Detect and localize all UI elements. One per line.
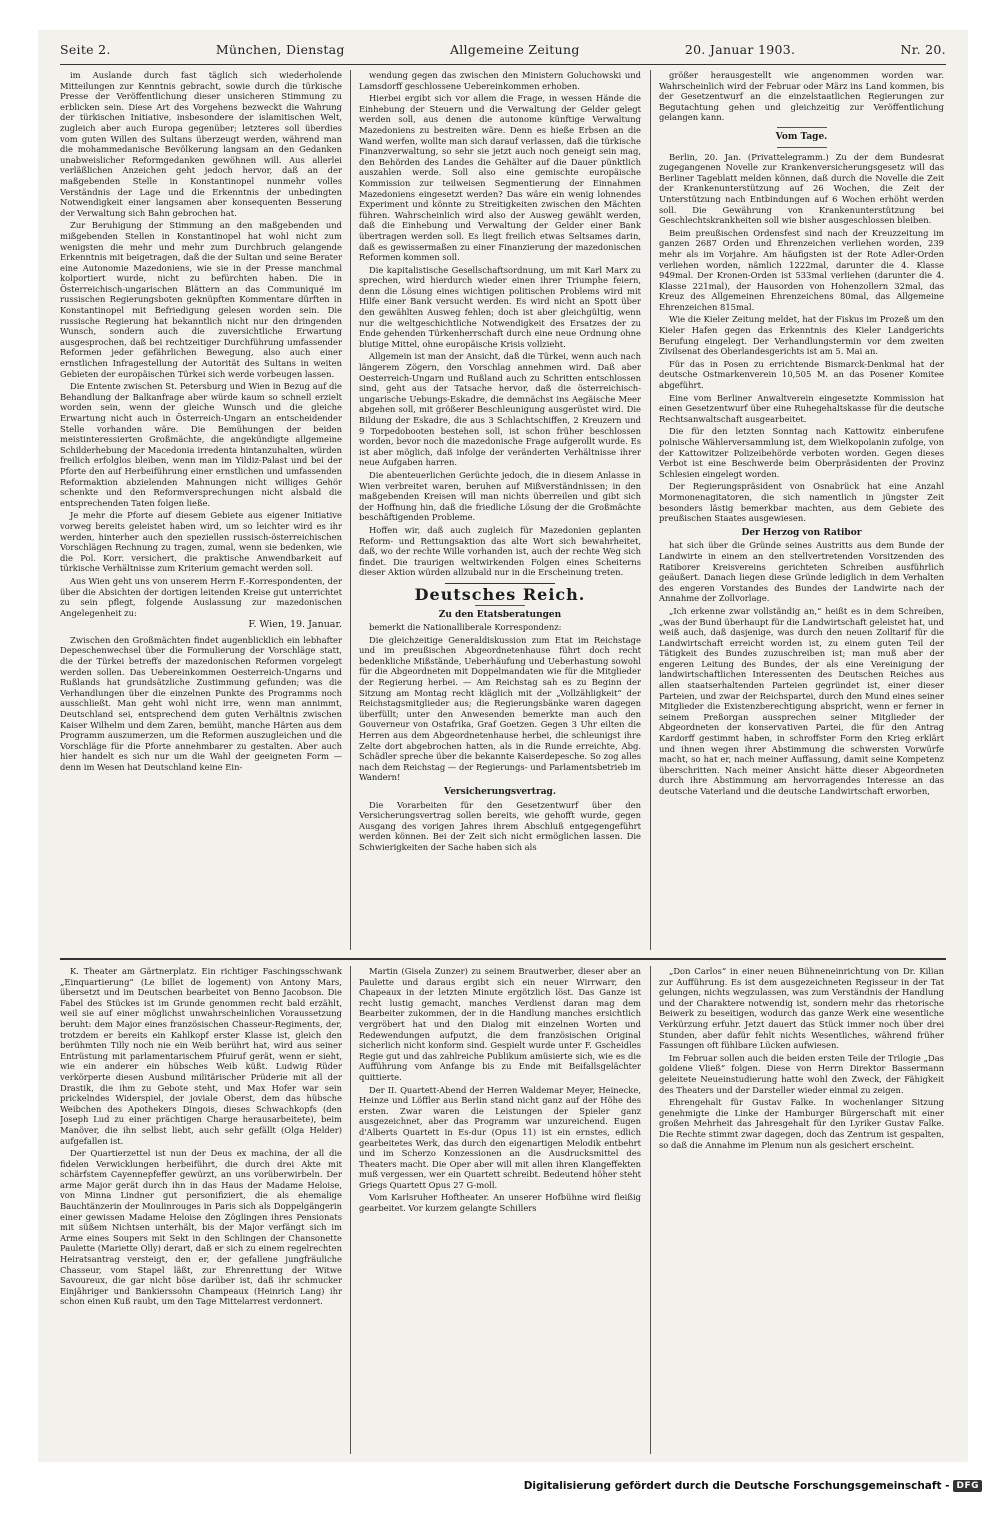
paragraph: Die für den letzten Sonntag nach Kattowitz einberufene polnische Wählerversammlung ist, dem Wielkopolanin zufolge, von der Kattowitzer Polizeibehörde verboten worden. Gegen dieses Verbot ist eine Beschwerde beim Oberpräsidenten der Provinz Schlesien eingelegt worden. xyxy=(659,426,944,479)
masthead-rule xyxy=(60,64,946,65)
paragraph: „Ich erkenne zwar vollständig an,“ heißt es in dem Schreiben, „was der Bund überhaupt für die Landwirtschaft geleistet hat, und weiß auch, daß dasjenige, was durch den neuen Zolltarif für die Landwirtschaft erreicht worden ist, zu einem guten Teil der Tätigkeit des Bundes zuzuschreiben ist; man muß aber der engeren Leitung des Bundes, der als eine Vereinigung der landwirtschaftlichen Interessenten des Deutschen Reiches aus allen staatserhaltenden Parteien gegründet ist, einer dieser Parteien, und zwar der Reichspartei, durch den Mund eines seiner Mitglieder die Existenzberechtigung abspricht, wenn er ferner in seinem Preßorgan aussprechen seiner Mitglieder der Abgeordneten der konservativen Partei, die für den Antrag Kardorff gestimmt haben, in schroffster Form den Krieg erklärt und ihnen wegen ihrer Abstimmung die schwersten Vorwürfe macht, so hat er, nach meiner Auffassung, damit seine Kompetenz überschritten. Nach meiner Ansicht hätte dieser Abgeordneten durch ihre Abstimmung am hervorragendes Interesse an das deutsche Vaterland und die deutsche Landwirtschaft erworben, xyxy=(659,605,944,796)
feuilleton-rule xyxy=(60,958,946,960)
credit-text: Digitalisierung gefördert durch die Deutsche Forschungsgemeinschaft - xyxy=(523,1480,950,1492)
paragraph: Vom Karlsruher Hoftheater. An unserer Hofbühne wird fleißig gearbeitet. Vor kurzem gelangte Schillers xyxy=(359,1192,641,1214)
digitization-credit xyxy=(524,1480,982,1492)
paragraph: Beim preußischen Ordensfest sind nach der Kreuzzeitung im ganzen 2687 Orden und Ehrenzeichen verliehen worden, 239 mehr als im Vorjahre. Am häufigsten ist der Rote Adler-Orden verliehen worden, nämlich 1222mal, darunter die 4. Klasse 949mal. Der Kronen-Orden ist 533mal verliehen (darunter die 4. Klasse 221mal), der Hausorden von Hohenzollern 32mal, das Kreuz des Allgemeinen Ehrenzeichens 80mal, das Allgemeine Ehrenzeichen 815mal. xyxy=(659,227,944,312)
paragraph: Die Vorarbeiten für den Gesetzentwurf über den Versicherungsvertrag sollen bereits, wie gehofft wurde, gegen Ausgang des vorigen Jahres ihrem Abschluß entgegengeführt werden können. Bei der Zeit sich nicht ermöglichen lassen. Die Schwierigkeiten der Sache haben sich als xyxy=(359,799,641,852)
page-number: Seite 2. xyxy=(60,42,111,57)
paragraph: Die abenteuerlichen Gerüchte jedoch, die in diesem Anlasse in Wien verbreitet waren, beruhen auf Mißverständnissen; in den maßgebenden Kreisen will man nichts überreilen und gibt sich der Hoffnung hin, daß die friedliche Lösung der die Großmächte beschäftigenden Probleme. xyxy=(359,469,641,523)
issue-number: Nr. 20. xyxy=(900,42,946,57)
paragraph: Eine vom Berliner Anwaltverein eingesetzte Kommission hat einen Gesetzentwurf über eine Ruhegehaltskasse für die deutsche Rechtsanwaltschaft ausgearbeitet. xyxy=(659,392,944,424)
heading-rule xyxy=(777,127,827,128)
issue-date: 20. Januar 1903. xyxy=(684,42,796,57)
paragraph: Berlin, 20. Jan. (Privattelegramm.) Zu der dem Bundesrat zugegangenen Novelle zur Krankenversicherungsgesetz will das Berliner Tageblatt melden können, daß durch die Novelle die Zeit der Krankenunterstützung auf 26 Wochen, die Zeit der Unterstützung nach Entbindungen auf 6 Wochen erhöht werden soll. Die Gewährung von Krankenunterstützung bei Geschlechtskrankheiten soll wie bisher ausgeschlossen bleiben. xyxy=(659,151,944,226)
column-rule xyxy=(350,966,351,1454)
paragraph: Hoffen wir, daß auch zugleich für Mazedonien geplanten Reform- und Rettungsaktion das alte Wort sich bewahrheitet, daß, wo der rechte Wille vorhanden ist, auch der rechte Weg sich findet. Die traurigen weltwirkenden Folgen eines Scheiterns dieser Aktion würden allzubald nur in die Erscheinung treten. xyxy=(359,524,641,578)
paragraph: Der Quartierzettel ist nun der Deus ex machina, der all die fidelen Verwicklungen herbeiführt, die durch drei Akte mit schärfstem Cayennepfeffer gewürzt, an uns vorüberwirbeln. Der arme Major gerät durch ihn in das Haus der Madame Heloise, von Minna Lindner gut personifiziert, die als ehemalige Bauchtänzerin der Moulinrouges in Paris sich als Doppelgängerin einer gewissen Madame Heloise den Zöglingen ihres Pensionats mit süßem Nichtsen unterhält, bis der Major verfängt sich im Arme eines Soupers mit Sekt in den Schlingen der Chansonette Paulette (Mariette Olly) derart, daß er sich zu einem regelrechten Heiratsantrag versteigt, den er, der gefallene jungfräuliche Chasseur, vom Stapel läßt, zur Ehrenrettung der Witwe Savoureux, die gar nicht böse darüber ist, daß ihr schmucker Einjähriger und Bankierssohn Champeaux (Heinrich Lang) ihr schon einen Kuß raubt, um den Tage Mittelarrest verdonnert. xyxy=(60,1148,342,1307)
place-date: München, Dienstag xyxy=(215,42,345,57)
paragraph: bemerkt die Nationalliberale Korrespondenz: xyxy=(369,622,562,633)
paragraph: im Auslande durch fast täglich sich wiederholende Mitteilungen zur Kenntnis gebracht, sowie durch die türkische Presse der Veröffentlichung dieser unsicheren Stimmung zu erblicken sein. Diese Art des Vorgehens bezweckt die Wahrung der türkischen Initiative, insbesondere der islamitischen Welt, zugleich aber auch Europa gegenüber; letzteres soll überdies vom guten Willen des Sultans überzeugt werden, während man die mohammedanische Bevölkerung langsam an den Gedanken unabweislicher Reformgedanken gewöhnen will. Aus allerlei verläßlichen Anzeichen geht jedoch hervor, daß an der maßgebenden Stelle in Konstantinopel nunmehr volles Verständnis der Lage und die Erkenntnis der unbedingten Notwendigkeit einer langsamen aber konsequenten Besserung der Verwaltung sich Bahn gebrochen hat. xyxy=(60,70,342,218)
column-2 xyxy=(359,70,641,950)
article-heading: Zu den Etatsberatungen xyxy=(438,609,562,620)
newspaper-page xyxy=(38,30,968,1462)
masthead xyxy=(60,42,946,62)
paragraph: K. Theater am Gärtnerplatz. Ein richtiger Faschingsschwank „Einquartierung“ (Le billet de logement) von Antony Mars, übersetzt und im Deutschen bearbeitet von Benno Jacobson. Die Fabel des Stückes ist im Grunde genommen recht bald erzählt, weil sie auf einer möglichst unwahrscheinlichen Voraussetzung beruht: dem Major eines französischen Chasseur-Regiments, der, trotzdem er bereits ein Kahlkopf erster Klasse ist, gleich den berühmten Tilly noch nie ein Weib berührt hat, wird aus seiner Entrüstung mit parlamentarischem Pfuiruf gerät, wenn er sieht, wie ein anderer ein hübsches Weib küßt. Ludwig Rüder verkörperte diesen Ausbund militärischer Prüderie mit all der Drastik, die ihm zu Gebote steht, und Max Hofer war sein prickelndes Widerspiel, der joviale Oberst, dem das hübsche Weibchen des Apothekers Dingois, dieses Schwachkopfs (den Joseph Lud zu einer prächtigen Charge herausarbeitete), beim Manöver, die ihn selbst liebt, auch sehr gefällt (Olga Helder) aufgefallen ist. xyxy=(60,966,342,1146)
dfg-logo-icon: DFG xyxy=(953,1480,982,1492)
paragraph: Allgemein ist man der Ansicht, daß die Türkei, wenn auch nach längerem Zögern, den Vorschlag annehmen wird. Daß aber Oesterreich-Ungarn und Rußland auch zu Schritten entschlossen sind, geht aus der Tatsache hervor, daß die österreichisch-ungarische Uebungs-Eskadre, die demnächst ins Aegäische Meer abgehen soll, mit größerer Beschleunigung ausgerüstet wird. Die Bildung der Eskadre, die aus 3 Schlachtschiffen, 2 Kreuzern und 9 Torpedobooten bestehen soll, ist schon früher beschlossen worden, bevor noch die mazedonische Frage aufgerollt wurde. Es ist aber möglich, daß infolge der veränderten Verhältnisse ihrer neue Aufgaben harren. xyxy=(359,351,641,468)
column-1 xyxy=(60,70,342,950)
paragraph: wendung gegen das zwischen den Ministern Goluchowski und Lamsdorff geschlossene Uebereinkommen erhoben. xyxy=(359,70,641,91)
paragraph: Zur Beruhigung der Stimmung an den maßgebenden und mißgebenden Stellen in Konstantinopel hat wohl nicht zum wenigsten die mehr und mehr zum Durchbruch gelangende Erkenntnis mit beigetragen, daß die der Sultan und seine Berater eine Autonomie Mazedoniens, wie sie in der Presse manchmal kolportiert wurde, nicht zu befürchten haben. Die in Österreichisch-ungarischen Blättern an das Communiqué im russischen Regierungsboten geknüpften Kommentare dürften in Konstantinopel mit Befriedigung gelesen worden sein. Die russische Regierung hat bekanntlich nicht nur den dringenden Wunsch, sondern auch die zuversichtliche Erwartung ausgesprochen, daß bei rechtzeitiger Durchführung umfassender Reformen jeder gefährlichen Bewegung, also auch einer ernstlichen Infragestellung der Autorität des Sultans in weiten Gebieten der europäischen Türkei sich werde vorbeugen lassen. xyxy=(60,220,342,379)
paragraph: Wie die Kieler Zeitung meldet, hat der Fiskus im Prozeß um den Kieler Hafen gegen das Erkenntnis des Kieler Landgerichts Berufung eingelegt. Der Verhandlungstermin vor dem zweiten Zivilsenat des Oberlandesgerichts ist am 5. Mai an. xyxy=(659,314,944,357)
column-rule xyxy=(350,70,351,950)
section-divider xyxy=(445,583,555,584)
paragraph: Ehrengehalt für Gustav Falke. In wochenlanger Sitzung genehmigte die Linke der Hamburger Bürgerschaft mit einer großen Mehrheit das Jahresgehalt für den Lyriker Gustav Falke. Die Rechte stimmt zwar dagegen, doch das Zentrum ist gespalten, so daß die Annahme im Plenum nun als gesichert erscheint. xyxy=(659,1097,944,1150)
paper-title: Allgemeine Zeitung xyxy=(449,42,580,57)
paragraph: Die gleichzeitige Generaldiskussion zum Etat im Reichstage und im preußischen Abgeordnetenhause führt doch recht bedenkliche Mißstände, Ueberhäufung und Ueberhastung sowohl für die Abgeordneten mit Doppelmandaten wie für die Mitglieder der Regierung herbei. — Am Reichstag sah es zu Beginn der Sitzung am Montag recht kläglich mit der „Vollzähligkeit“ der Reichstagsmitglieder aus; die Regierungsbänke waren dagegen überfüllt; unter den Anwesenden bemerkte man auch den Gouverneur von Ostafrika, Graf Goetzen. Gegen 3 Uhr eilten die Herren aus dem Abgeordnetenhause herbei, die schleunigst ihre Zelte dort abgebrochen hatten, als in die Runde erreichte, Abg. Schädler spreche über die bekannte Kaiserdepesche. So zog alles nach dem Reichstag — der Regierungs- und Parlamentsbetrieb im Wandern! xyxy=(359,634,641,783)
column-rule xyxy=(650,966,651,1454)
paragraph: Die Entente zwischen St. Petersburg und Wien in Bezug auf die Behandlung der Balkanfrage aber würde kaum so schnell erzielt worden sein, wenn der gleiche Wunsch und die gleiche Erwartung nicht auch in Österreich-Ungarn an entscheidender Stelle vorhanden wäre. Die Bemühungen der beiden meistinteressierten Großmächte, die angekündigte allgemeine Schilderhebung der Macedonia irredenta hintanzuhalten, würden freilich erfolglos bleiben, wenn man im Yildiz-Palast und bei der Pforte den auf Herbeiführung einer ernstlichen und umfassenden Reformaktion abzielenden Mahnungen nicht williges Gehör schenkte und den Reformversprechungen nicht alsbald die entsprechenden Taten folgen ließe. xyxy=(60,381,342,508)
paragraph: Der II. Quartett-Abend der Herren Waldemar Meyer, Heinecke, Heinze und Löffler aus Berlin stand nicht ganz auf der Höhe des ersten. Zwar waren die Leistungen der Spieler ganz ausgezeichnet, aber das Programm war unzureichend. Eugen d'Alberts Quartett in Es-dur (Opus 11) ist ein ernstes, edlich gearbeitetes Werk, das durch den eigenartigen Melodik entbehrt und im Scherzo Konzessionen an die Ausdrucksmittel des Theaters macht. Die Oper aber will mit allen ihren Klangeffekten muß vergessen, wer ein Quartett schreibt. Bedeutend höher steht Griegs Quartett Opus 27 G-moll. xyxy=(359,1084,641,1190)
paragraph: Zwischen den Großmächten findet augenblicklich ein lebhafter Depeschenwechsel über die Formulierung der Vorschläge statt, die der Türkei betreffs der mazedonischen Reformen vorgelegt werden sollen. Das Uebereinkommen Oesterreich-Ungarns und Rußlands hat grundsätzliche Zustimmung gefunden; was die Verhandlungen über die einzelnen Punkte des Programms noch ausschließt. Man geht wohl nicht irre, wenn man annimmt, Deutschland sei, entsprechend dem guten Verhältnis zwischen Kaiser Wilhelm und dem Zaren, bemüht, manche Härten aus dem Programm auszumerzen, um die Reformen auszugleichen und die Vorschläge für die Pforte annehmbarer zu gestalten. Aber auch hier handelt es sich nur um die Wahl der geeigneten Form — denn im Wesen hat Deutschland keine Ein- xyxy=(60,634,342,772)
article-heading: Der Herzog von Ratibor xyxy=(741,527,862,538)
dateline: F. Wien, 19. Januar. xyxy=(248,619,342,631)
feuilleton-column-3 xyxy=(659,966,944,1454)
heading-rule xyxy=(777,147,827,148)
paragraph: Aus Wien geht uns von unserem Herrn F.-Korrespondenten, der über die Absichten der dortigen leitenden Kreise gut unterrichtet zu sein pflegt, folgende Auslassung zur mazedonischen Angelegenheit zu: xyxy=(60,575,342,618)
paragraph: Für das in Posen zu errichtende Bismarck-Denkmal hat der deutsche Ostmarkenverein 10,505 M. an das Posener Komitee abgeführt. xyxy=(659,358,944,391)
section-heading: Deutsches Reich. xyxy=(414,584,586,604)
paragraph: Je mehr die Pforte auf diesem Gebiete aus eigener Initiative vorweg bereits geleistet haben wird, um so leichter wird es ihr werden, hinterher auch den speziellen russisch-österreichischen Vorschlägen Rechnung zu tragen, zumal, wenn sie bedenken, wie die Pol. Korr. versichert, die praktische Anwendbarkeit auf türkische Verhältnisse zum Kriterium gemacht werden soll. xyxy=(60,510,342,574)
paragraph: „Don Carlos“ in einer neuen Bühneneinrichtung von Dr. Kilian zur Aufführung. Es ist dem ausgezeichneten Regisseur in der Tat gelungen, nichts wegzulassen, was zum Verständnis der Handlung und der Charaktere notwendig ist, sondern mehr das rhetorische Beiwerk zu beseitigen, wodurch das ganze Werk eine wesentliche Verkürzung erfuhr. Jetzt dauert das Stück immer noch über drei Stunden, aber dafür fehlt nichts Wesentliches, während früher Fassungen oft fühlbare Lücken aufwiesen. xyxy=(659,966,944,1051)
column-rule xyxy=(650,70,651,950)
feuilleton-column-1 xyxy=(60,966,342,1454)
paragraph: Der Regierungspräsident von Osnabrück hat eine Anzahl Mormonenagitatoren, die sich namentlich in jüngster Zeit besonders lästig bemerkbar machten, aus dem Gebiete des preußischen Staates ausgewiesen. xyxy=(659,481,944,524)
heading-rule xyxy=(475,605,525,606)
article-heading: Versicherungsvertrag. xyxy=(444,787,556,797)
paragraph: Martin (Gisela Zunzer) zu seinem Brautwerber, dieser aber an Paulette und daraus ergibt sich ein neuer Wirrwarr, den Chapeaux in der letzten Minute ergötzlich löst. Das Ganze ist recht lustig gemacht, manches Verdienst daran mag dem Bearbeiter zukommen, der in die Handlung manches ersichtlich vergröbert hat und den Dialog mit einzelnen Worten und Redewendungen aufputzt, die dem französischen Original sicherlich nicht konform sind. Gespielt wurde unter F. Gscheidles Regie gut und das zahlreiche Publikum amüsierte sich, wie es die Aufführung vom Anfange bis zu Ende mit Beifallsgelächter quittierte. xyxy=(359,966,641,1082)
article-heading: Vom Tage. xyxy=(775,131,828,142)
paragraph: hat sich über die Gründe seines Austritts aus dem Bunde der Landwirte in einem an den stellvertretenden Vorsitzenden des Ratiborer Kreisvereins gerichteten Schreiben ausführlich geäußert. Danach liegen diese Gründe lediglich in dem Verhalten des engeren Vorstandes des Bundes der Landwirte nach der Annahme der Zollvorlage. xyxy=(659,540,944,604)
paragraph: Hierbei ergibt sich vor allem die Frage, in wessen Hände die Einhebung der Steuern und die Verwaltung der Gelder gelegt werden soll, aus denen die autonome künftige Verwaltung Mazedoniens zu bestreiten wäre. Denn es hieße Erbsen an die Wand werfen, wollte man sich darauf verlassen, daß die türkische Finanzverwaltung, so sehr sie jetzt auch noch geneigt sein mag, den Behörden des Landes die Gehälter auf die Dauer pünktlich auszahlen werde. Soll also eine gemischte europäische Kommission zur teilweisen Segmentierung der Einnahmen Mazedoniens eingesetzt werden? Das wäre ein wenig lohnendes Experiment und könnte zu Streitigkeiten zwischen den Mächten führen. Wahrscheinlich wird also der Ausweg gewählt werden, daß die Einhebung und Verwaltung der Gelder einer Bank übertragen werden soll. Es liegt freilich etwas Seltsames darin, daß es gewissermaßen zu einer Finanzierung der mazedonischen Reformen kommen soll. xyxy=(359,93,641,263)
paragraph: größer herausgestellt wie angenommen worden war. Wahrscheinlich wird der Februar oder März ins Land kommen, bis der Gesetzentwurf an die einzelstaatlichen Regierungen zur Begutachtung gehen und gleichzeitig zur Veröffentlichung gelangen kann. xyxy=(659,70,944,123)
feuilleton-column-2 xyxy=(359,966,641,1454)
column-3 xyxy=(659,70,944,950)
paragraph: Die kapitalistische Gesellschaftsordnung, um mit Karl Marx zu sprechen, wird hierdurch wieder einen ihrer Triumphe feiern, denn die Lösung eines wichtigen politischen Problems wird mit Hilfe einer Bank versucht werden. Es wird nicht an Spott über den gewählten Ausweg fehlen; doch ist aber gleichgültig, wenn nur die weltgeschichtliche Notwendigkeit des Ersatzes der zu Ende gehenden Türkenherrschaft durch eine neue Ordnung ohne blutige Mittel, ohne europäische Krisis vollzieht. xyxy=(359,264,641,349)
paragraph: Im Februar sollen auch die beiden ersten Teile der Trilogie „Das goldene Vließ“ folgen. Diese von Herrn Direktor Bassermann geleitete Neueinstudierung hatte wohl den Zweck, der Fähigkeit des Theaters und der Darsteller wieder einmal zu zeigen. xyxy=(659,1052,944,1095)
